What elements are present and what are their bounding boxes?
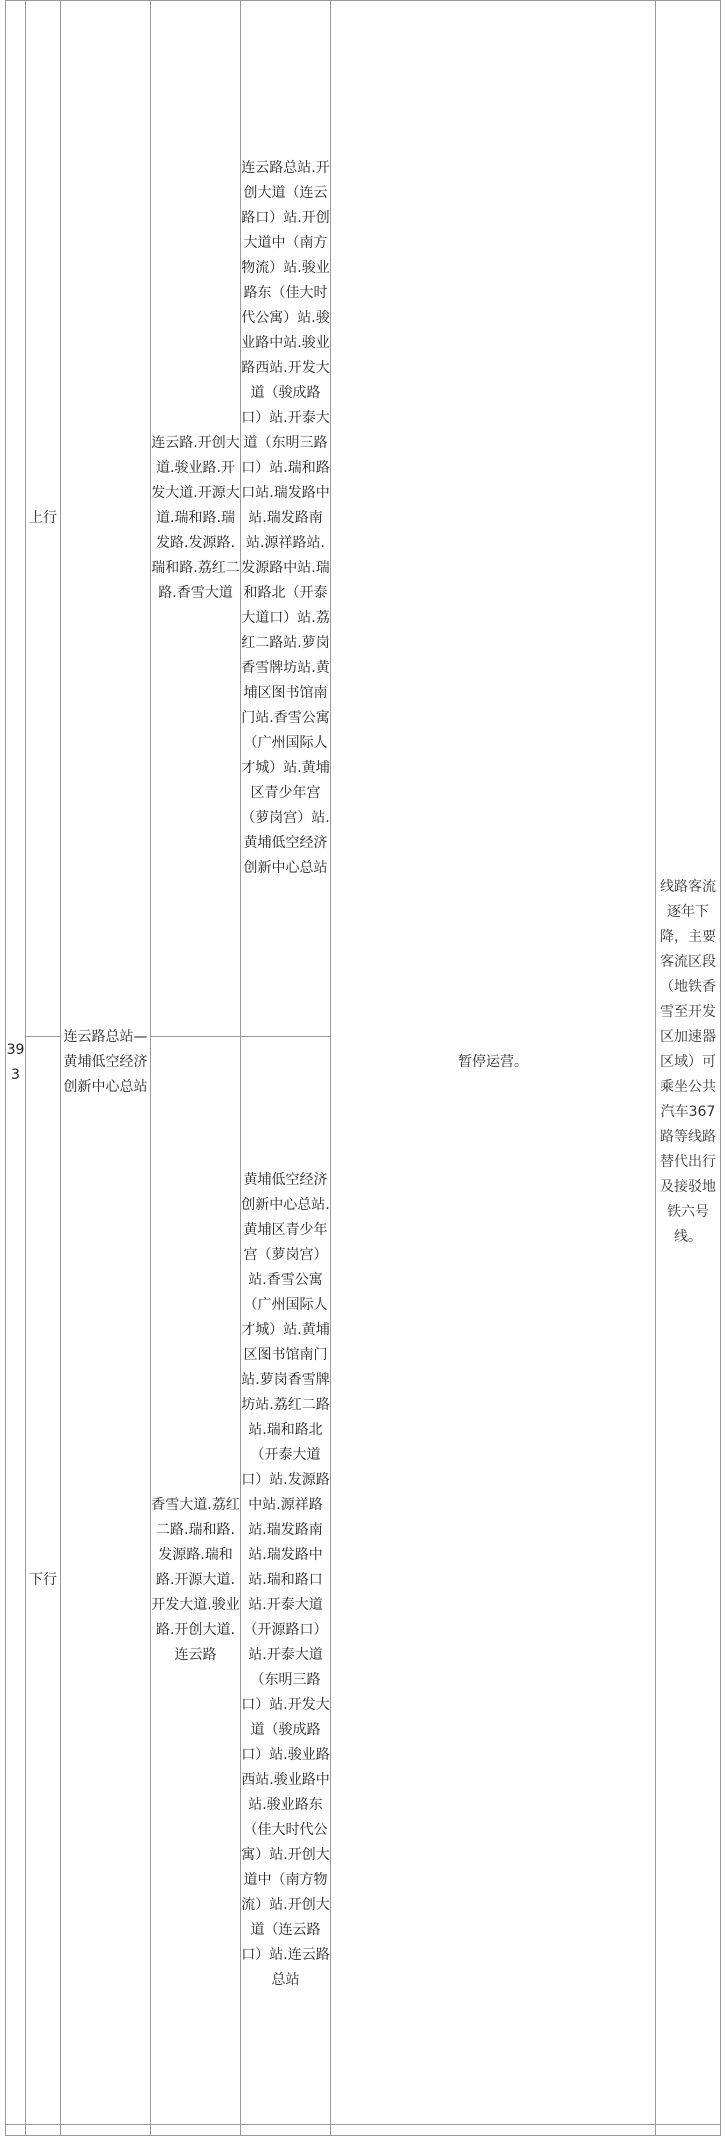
stops-cell-down bbox=[241, 1037, 331, 2125]
roads-down: 香雪大道.荔红二路.瑞和路.发源路.瑞和路.开源大道.开发大道.骏业路.开创大道.连云路 bbox=[151, 1497, 240, 1663]
route-table bbox=[5, 0, 721, 2136]
table-row bbox=[6, 1, 721, 1037]
table-row-next bbox=[6, 2125, 721, 2136]
direction-label-up: 上行 bbox=[29, 510, 57, 526]
direction-label-down: 下行 bbox=[29, 1572, 57, 1588]
direction-cell-down bbox=[26, 1037, 61, 2125]
status-cell bbox=[331, 1, 656, 2125]
route-number: 393 bbox=[6, 1041, 25, 1083]
direction-cell-up bbox=[26, 1, 61, 1037]
stops-up: 连云路总站.开创大道（连云路口）站.开创大道中（南方物流）站.骏业路东（佳大时代公寓）站.骏业路中站.骏业路西站.开发大道（骏成路口）站.开泰大道（东明三路口）站.瑞和路口站.瑞发路中站.瑞发路南站.源祥路站.发源路中站.瑞和路北（开泰大道口）站.荔红二路站.萝岗香雪牌坊站.黄埔区图书馆南门站.香雪公寓（广州国际人才城）站.黄埔区青少年宫（萝岗宫）站.黄埔低空经济创新中心总站 bbox=[241, 160, 330, 876]
roads-up: 连云路.开创大道.骏业路.开发大道.开源大道.瑞和路.瑞发路.发源路.瑞和路.荔红二路.香雪大道 bbox=[151, 435, 240, 601]
stops-down: 黄埔低空经济创新中心总站.黄埔区青少年宫（萝岗宫）站.香雪公寓（广州国际人才城）站.黄埔区图书馆南门站.萝岗香雪牌坊站.荔红二路站.瑞和路北（开泰大道口）站.发源路中站.源祥路站.瑞发路南站.瑞发路中站.瑞和路口站.开泰大道（开源路口）站.开泰大道（东明三路口）站.开发大道（骏成路口）站.骏业路西站.骏业路中站.骏业路东（佳大时代公寓）站.开创大道中（南方物流）站.开创大道（连云路口）站.连云路总站 bbox=[241, 1172, 330, 1988]
remarks-cell bbox=[656, 1, 721, 2125]
remarks-text: 线路客流逐年下降，主要客流区段（地铁香雪至开发区加速器区域）可乘坐公共汽车367路等线路替代出行及接驳地铁六号线。 bbox=[660, 879, 716, 1245]
status-text: 暂停运营。 bbox=[458, 1054, 528, 1070]
stops-cell-up bbox=[241, 1, 331, 1037]
route-name-cell bbox=[61, 1, 151, 2125]
route-name: 连云路总站—黄埔低空经济创新中心总站 bbox=[63, 1029, 148, 1095]
route-number-cell bbox=[6, 1, 26, 2125]
roads-cell-up bbox=[151, 1, 241, 1037]
roads-cell-down bbox=[151, 1037, 241, 2125]
